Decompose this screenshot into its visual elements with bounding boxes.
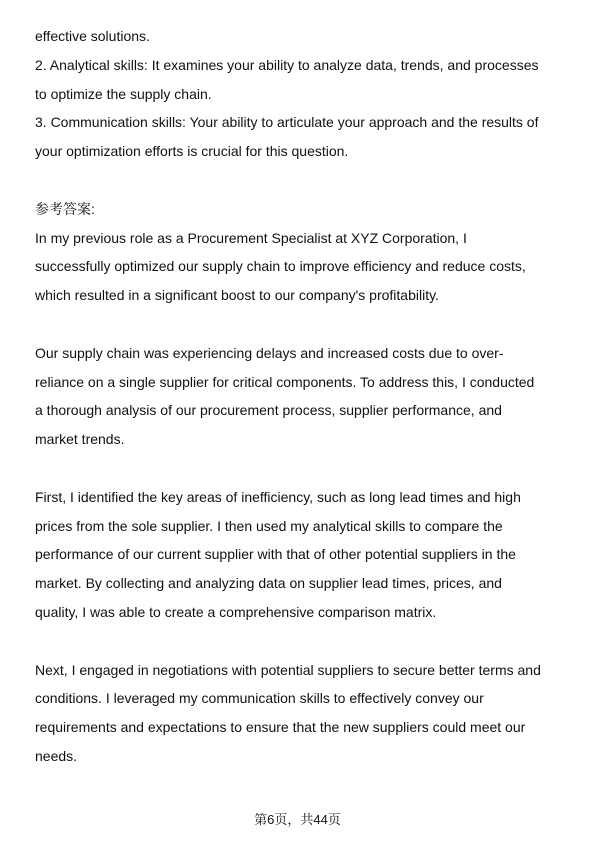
- answer-paragraph-4: [35, 656, 565, 771]
- paragraph-spacer: [35, 166, 565, 195]
- text-line: a thorough analysis of our procurement process, supplier performance, and: [35, 402, 502, 419]
- text-line: needs.: [35, 747, 78, 764]
- text-line: successfully optimized our supply chain to improve efficiency and reduce costs,: [35, 258, 526, 275]
- paragraph-spacer: [35, 310, 565, 339]
- text-line: market trends.: [35, 431, 125, 448]
- paragraph-spacer: [35, 454, 565, 483]
- text-line: requirements and expectations to ensure that the new suppliers could meet our: [35, 719, 526, 736]
- answer-paragraph-2: [35, 339, 565, 454]
- text-line: Our supply chain was experiencing delays and increased costs due to over-: [35, 344, 504, 361]
- criteria-list: [35, 22, 565, 166]
- text-line: prices from the sole supplier. I then used my analytical skills to compare the: [35, 517, 503, 534]
- text-line: 2. Analytical skills: It examines your ability to analyze data, trends, and processes: [35, 56, 539, 73]
- text-line: reliance on a single supplier for critical components. To address this, I conducted: [35, 373, 535, 390]
- text-line: Next, I engaged in negotiations with potential suppliers to secure better terms and: [35, 661, 541, 678]
- page-number-footer: 第6页，共44页: [254, 812, 341, 827]
- answer-paragraph-1: [35, 224, 565, 310]
- text-line: conditions. I leveraged my communication skills to effectively convey our: [35, 690, 484, 707]
- text-line: effective solutions.: [35, 28, 150, 44]
- text-line: to optimize the supply chain.: [35, 85, 212, 102]
- text-line: market. By collecting and analyzing data on supplier lead times, prices, and: [35, 575, 502, 592]
- document-body: [35, 22, 565, 771]
- answer-heading: 参考答案:: [35, 200, 95, 217]
- paragraph-spacer: [35, 627, 565, 656]
- text-line: performance of our current supplier with that of other potential suppliers in the: [35, 546, 516, 563]
- text-line: which resulted in a significant boost to our company's profitability.: [35, 287, 439, 304]
- answer-paragraph-3: [35, 483, 565, 627]
- text-line: 3. Communication skills: Your ability to articulate your approach and the results of: [35, 114, 539, 131]
- text-line: quality, I was able to create a comprehensive comparison matrix.: [35, 603, 437, 620]
- text-line: First, I identified the key areas of inefficiency, such as long lead times and high: [35, 488, 521, 505]
- text-line: In my previous role as a Procurement Specialist at XYZ Corporation, I: [35, 229, 467, 246]
- text-line: your optimization efforts is crucial for this question.: [35, 143, 349, 160]
